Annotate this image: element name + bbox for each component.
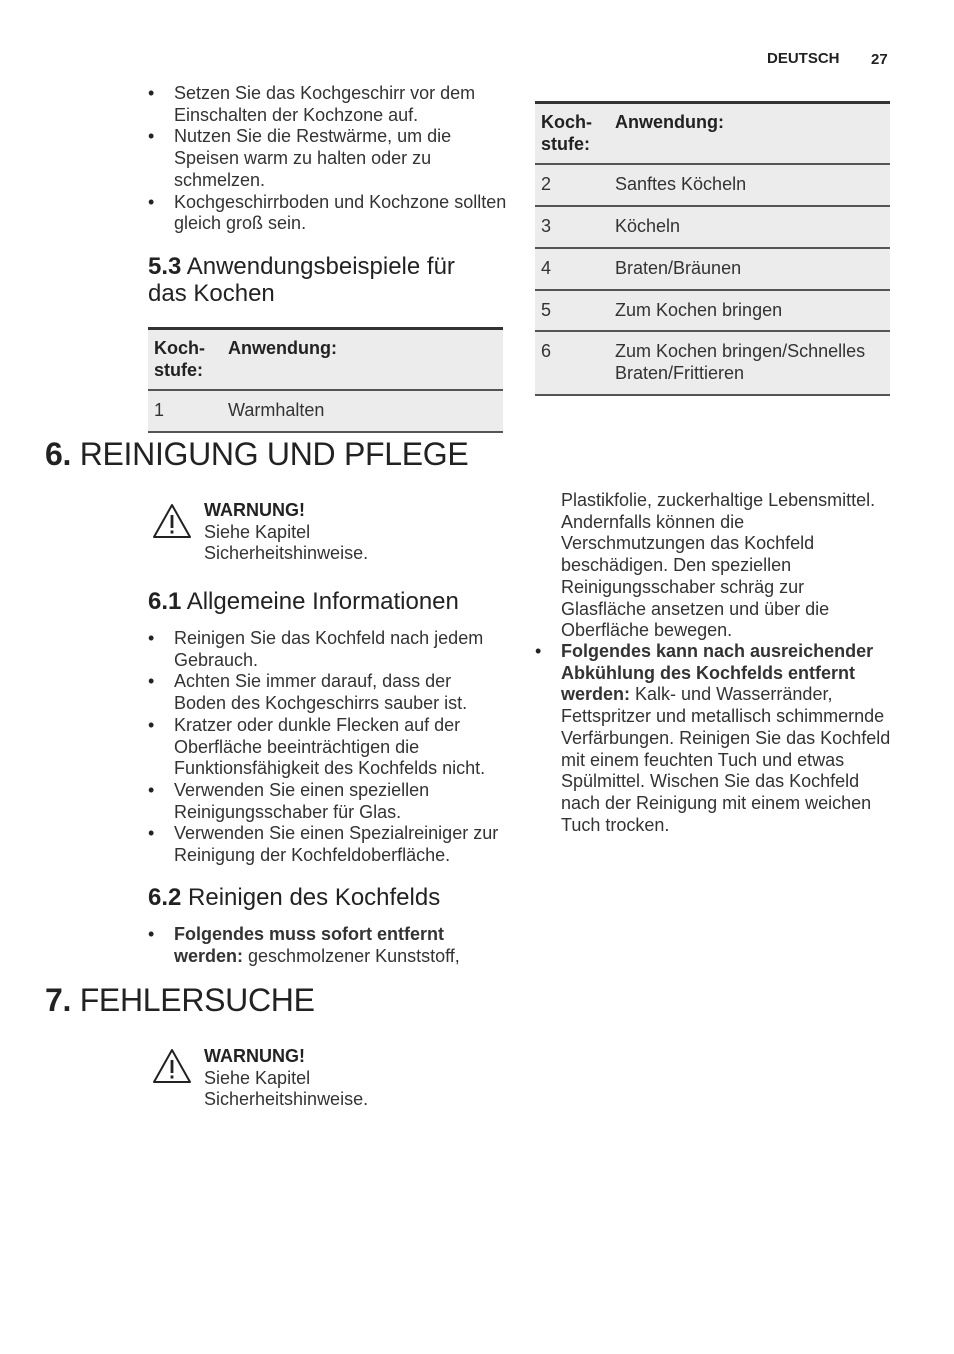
section-title: Reinigen des Kochfelds bbox=[188, 884, 441, 911]
column-header-level: Koch-stufe: bbox=[541, 112, 592, 154]
list-item: • Achten Sie immer darauf, dass der Boden des Kochgeschirrs sauber ist. bbox=[148, 671, 508, 714]
warning-block bbox=[204, 500, 454, 565]
chapter-title: FEHLERSUCHE bbox=[79, 982, 315, 1018]
table-row bbox=[535, 248, 890, 290]
chapter-number: 6. bbox=[45, 436, 72, 472]
table-row bbox=[535, 290, 890, 332]
language-label: DEUTSCH bbox=[767, 50, 840, 67]
tips-list bbox=[148, 83, 508, 235]
table-cell-level: 1 bbox=[154, 400, 165, 421]
warning-icon bbox=[152, 1048, 192, 1089]
list-item-bold: Folgendes kann nach ausreichender Abkühlung des Kochfelds entfernt werden: bbox=[561, 641, 874, 705]
page-number: 27 bbox=[871, 51, 888, 68]
cleaning-list-left bbox=[148, 924, 493, 967]
chapter-number: 7. bbox=[45, 982, 72, 1018]
warning-block bbox=[204, 1046, 454, 1111]
list-item-text: Kalk- und Wasserränder, Fettspritzer und metallisch schimmernde Verfärbungen. Reinigen Sie das Kochfeld mit einem feuchten Tuch und etwas Spülmittel. Wischen Sie das Kochfeld nach der Reinigung mit einem weichen Tuch trocken. bbox=[561, 684, 891, 835]
list-item bbox=[535, 641, 891, 836]
section-5-3-heading bbox=[148, 253, 488, 307]
table-row bbox=[535, 331, 890, 394]
table-cell-level: 4 bbox=[541, 257, 552, 278]
warning-icon bbox=[152, 503, 192, 544]
list-item bbox=[148, 924, 493, 967]
cleaning-list-continuation: Plastikfolie, zuckerhaltige Lebensmittel. Andernfalls können die Verschmutzungen das Kochfeld beschädigen. Den speziellen Reinigungsschaber schräg zur Glasfläche ansetzen und über die Oberfläche bewegen. bbox=[561, 490, 876, 641]
table-cell-level: 3 bbox=[541, 216, 552, 237]
column-header-level: Koch-stufe: bbox=[154, 338, 205, 380]
section-6-2-heading bbox=[148, 884, 440, 911]
list-item: • Kochgeschirrboden und Kochzone sollten gleich groß sein. bbox=[148, 192, 508, 235]
section-number: 6.2 bbox=[148, 884, 182, 911]
column-header-use: Anwendung: bbox=[615, 112, 724, 132]
table-cell-level: 2 bbox=[541, 174, 552, 195]
table-cell-use: Braten/Bräunen bbox=[615, 257, 742, 278]
chapter-title: REINIGUNG UND PFLEGE bbox=[79, 436, 469, 472]
table-cell-use: Sanftes Köcheln bbox=[615, 174, 747, 195]
column-header-use: Anwendung: bbox=[228, 338, 337, 358]
section-number: 6.1 bbox=[148, 588, 182, 615]
section-number: 5.3 bbox=[148, 253, 182, 280]
general-info-list bbox=[148, 628, 508, 867]
table-row bbox=[148, 390, 503, 432]
table-cell-use: Warmhalten bbox=[228, 400, 325, 421]
list-item: • Verwenden Sie einen Spezialreiniger zur Reinigung der Kochfeldoberfläche. bbox=[148, 823, 508, 866]
warning-title: WARNUNG! bbox=[204, 1046, 305, 1066]
chapter-6-heading bbox=[45, 436, 468, 473]
warning-title: WARNUNG! bbox=[204, 500, 305, 520]
cooking-level-table-right bbox=[535, 101, 890, 396]
cooking-level-table-left bbox=[148, 327, 503, 433]
cleaning-list-right bbox=[535, 641, 891, 836]
list-item-text: geschmolzener Kunststoff, bbox=[248, 945, 460, 966]
section-title: Anwendungsbeispiele für das Kochen bbox=[148, 253, 455, 307]
chapter-7-heading bbox=[45, 982, 315, 1019]
table-row bbox=[535, 206, 890, 248]
list-item: • Nutzen Sie die Restwärme, um die Speisen warm zu halten oder zu schmelzen. bbox=[148, 126, 508, 191]
table-row bbox=[535, 164, 890, 206]
list-item: • Kratzer oder dunkle Flecken auf der Oberfläche beeinträchtigen die Funktionsfähigkeit des Kochfelds nicht. bbox=[148, 715, 508, 780]
table-header-row bbox=[535, 103, 890, 165]
table-cell-level: 6 bbox=[541, 341, 552, 362]
section-6-1-heading bbox=[148, 588, 459, 615]
table-cell-use: Zum Kochen bringen/Schnelles Braten/Frittieren bbox=[615, 341, 866, 383]
list-item-bold: Folgendes muss sofort entfernt werden: bbox=[174, 924, 445, 966]
warning-text: Siehe Kapitel Sicherheitshinweise. bbox=[204, 1067, 369, 1110]
list-item: • Verwenden Sie einen speziellen Reinigungsschaber für Glas. bbox=[148, 780, 508, 823]
list-item: • Setzen Sie das Kochgeschirr vor dem Einschalten der Kochzone auf. bbox=[148, 83, 508, 126]
table-header-row bbox=[148, 329, 503, 391]
table-cell-level: 5 bbox=[541, 299, 552, 320]
warning-text: Siehe Kapitel Sicherheitshinweise. bbox=[204, 521, 369, 564]
list-item: • Reinigen Sie das Kochfeld nach jedem Gebrauch. bbox=[148, 628, 508, 671]
table-cell-use: Köcheln bbox=[615, 216, 681, 237]
section-title: Allgemeine Informationen bbox=[186, 588, 459, 615]
table-cell-use: Zum Kochen bringen bbox=[615, 299, 783, 320]
